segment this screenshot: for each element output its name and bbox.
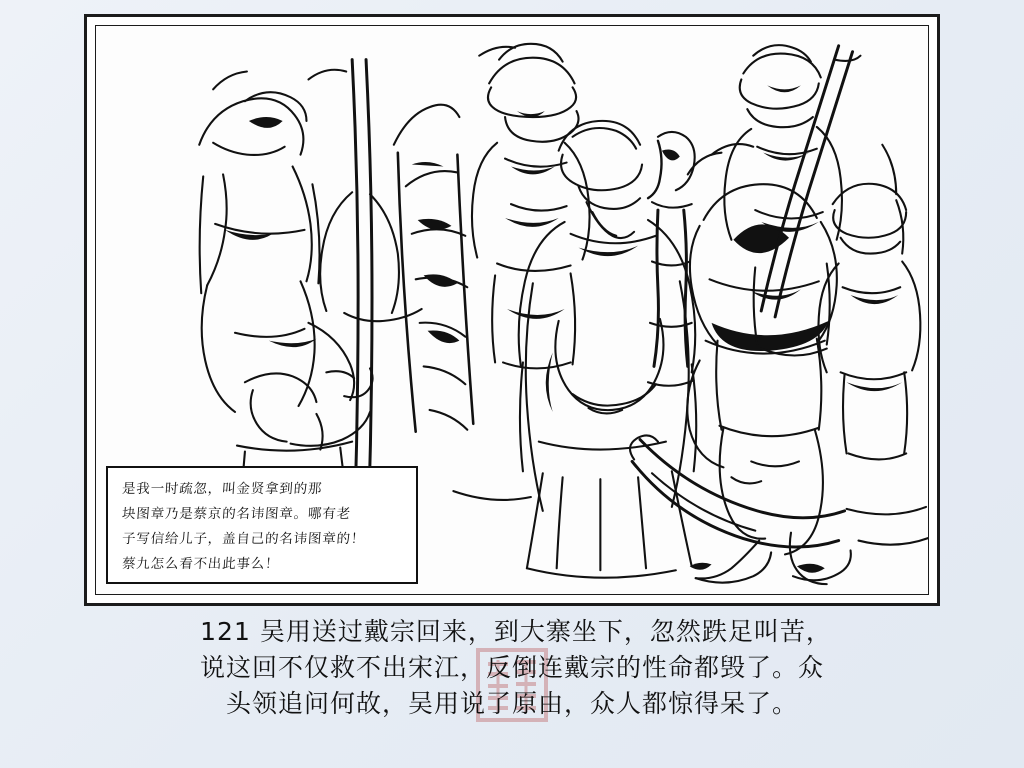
speech-line-2: 块图章乃是蔡京的名讳图章。哪有老 <box>121 506 352 522</box>
speech-line-4: 蔡九怎么看不出此事么！ <box>121 556 280 572</box>
narration-line-3: 头领追问何故，吴用说了原由，众人都惊得呆了。 <box>225 689 798 718</box>
speech-caption-box <box>106 466 418 584</box>
illustration-panel <box>84 14 940 606</box>
narration-text <box>84 614 940 722</box>
narration-line-2: 说这回不仅救不出宋江，反倒连戴宗的性命都毁了。众 <box>199 653 824 682</box>
narration-line-1: 121 吴用送过戴宗回来，到大寨坐下，忽然跌足叫苦， <box>200 617 832 646</box>
speech-line-1: 是我一时疏忽，叫金贤拿到的那 <box>121 481 323 497</box>
illustration-frame <box>95 25 929 595</box>
speech-line-3: 子写信给儿子，盖自己的名讳图章的！ <box>121 531 366 547</box>
